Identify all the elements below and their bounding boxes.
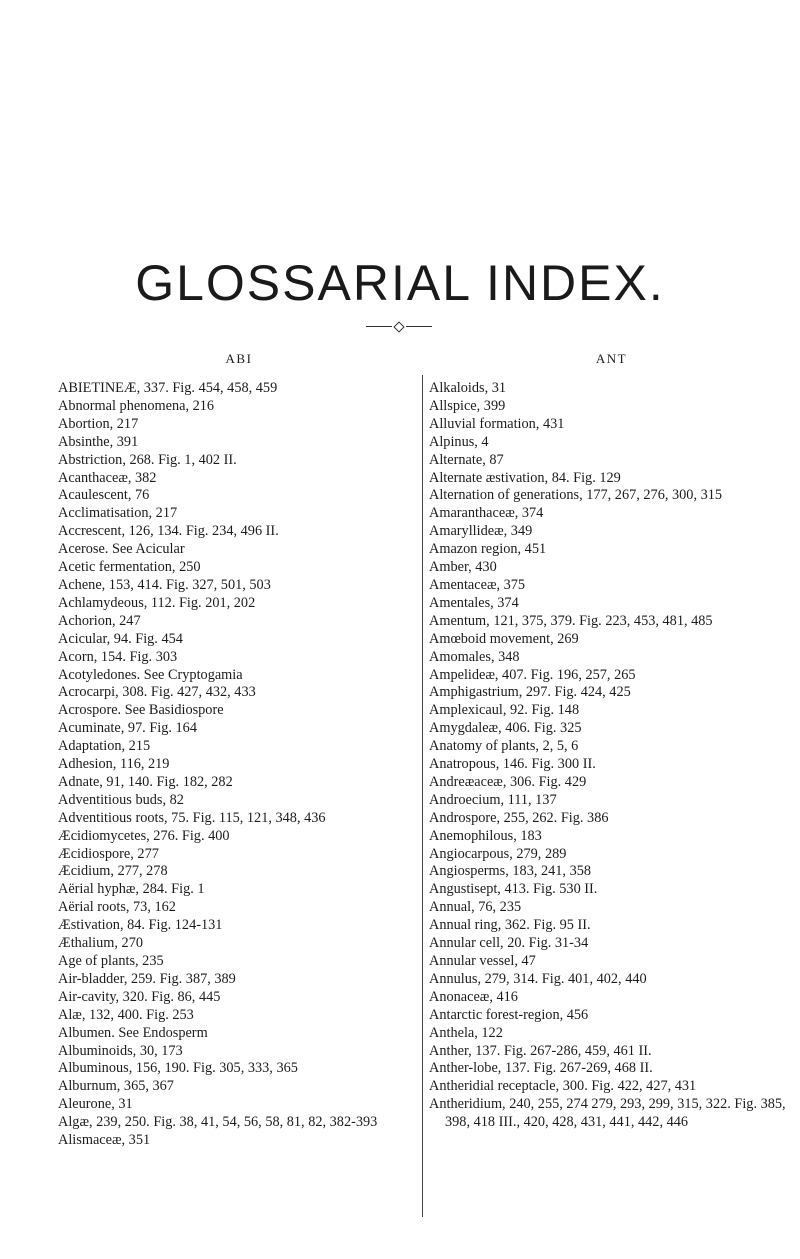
index-entry: Amœboid movement, 269 xyxy=(429,630,579,647)
ornament-line-right xyxy=(406,326,432,327)
index-entry: Adaptation, 215 xyxy=(58,738,151,755)
index-entry: Acerose. See Acicular xyxy=(58,541,185,558)
index-entry: Amplexicaul, 92. Fig. 148 xyxy=(429,702,580,719)
index-entry: Antheridium, 240, 255, 274 279, 293, 299, 315, 322. Fig. 385, 398, 418 III., 420, 428, 431, 441, 442, 446 xyxy=(429,1096,786,1131)
index-entry: Antarctic forest-region, 456 xyxy=(429,1006,589,1023)
index-entry: Antheridial receptacle, 300. Fig. 422, 427, 431 xyxy=(429,1078,697,1095)
index-entry: Acrospore. See Basidiospore xyxy=(58,702,224,719)
index-entry: Androspore, 255, 262. Fig. 386 xyxy=(429,809,609,826)
index-entry: Annual, 76, 235 xyxy=(429,899,522,916)
index-entry: Amaryllideæ, 349 xyxy=(429,523,533,540)
index-entry: Alternate æstivation, 84. Fig. 129 xyxy=(429,469,621,486)
index-entry: Anther-lobe, 137. Fig. 267-269, 468 II. xyxy=(429,1060,653,1077)
right-column-header: ANT xyxy=(595,351,628,366)
index-entry: Annual ring, 362. Fig. 95 II. xyxy=(429,917,591,934)
index-entry: Adventitious roots, 75. Fig. 115, 121, 348, 436 xyxy=(58,809,326,826)
index-entry: Achorion, 247 xyxy=(58,612,141,629)
index-entry: Alismaceæ, 351 xyxy=(58,1132,151,1149)
index-entry: Albumen. See Endosperm xyxy=(58,1024,208,1041)
index-entry: Amaranthaceæ, 374 xyxy=(429,505,544,522)
index-entry: Anatomy of plants, 2, 5, 6 xyxy=(429,738,579,755)
index-entry: Angiosperms, 183, 241, 358 xyxy=(429,863,592,880)
index-entry: Achene, 153, 414. Fig. 327, 501, 503 xyxy=(58,576,271,593)
index-entry: Absinthe, 391 xyxy=(58,433,139,450)
index-entry: Æcidium, 277, 278 xyxy=(58,863,168,880)
index-entry: Algæ, 239, 250. Fig. 38, 41, 54, 56, 58, 81, 82, 382-393 xyxy=(58,1114,378,1131)
index-entry: Amber, 430 xyxy=(429,559,497,576)
index-entry: Amphigastrium, 297. Fig. 424, 425 xyxy=(429,684,631,701)
index-entry: Alternate, 87 xyxy=(429,451,504,468)
right-column xyxy=(429,351,794,1132)
index-entry: Amazon region, 451 xyxy=(429,541,547,558)
index-entry: Amygdaleæ, 406. Fig. 325 xyxy=(429,720,582,737)
index-entry: Achlamydeous, 112. Fig. 201, 202 xyxy=(58,594,256,611)
ornament-diamond-icon xyxy=(393,321,404,332)
index-entry: Alpinus, 4 xyxy=(429,433,489,450)
right-entry-list xyxy=(429,380,794,1132)
index-entry: Amentum, 121, 375, 379. Fig. 223, 453, 481, 485 xyxy=(429,612,713,629)
index-entry: Accrescent, 126, 134. Fig. 234, 496 II. xyxy=(58,523,279,540)
index-entry: Anatropous, 146. Fig. 300 II. xyxy=(429,756,596,773)
index-entry: Andreæaceæ, 306. Fig. 429 xyxy=(429,773,587,790)
index-entry: Aërial hyphæ, 284. Fig. 1 xyxy=(58,881,205,898)
index-entry: Æstivation, 84. Fig. 124-131 xyxy=(58,917,223,934)
index-entry: Annular cell, 20. Fig. 31-34 xyxy=(429,935,589,952)
index-entry: Acuminate, 97. Fig. 164 xyxy=(58,720,197,737)
index-entry: Amomales, 348 xyxy=(429,648,520,665)
index-entry: ABIETINEÆ, 337. Fig. 454, 458, 459 xyxy=(58,380,278,396)
index-entry: Abnormal phenomena, 216 xyxy=(58,397,215,414)
index-entry: Acicular, 94. Fig. 454 xyxy=(58,630,183,647)
index-entry: Angiocarpous, 279, 289 xyxy=(429,845,567,862)
index-entry: Air-cavity, 320. Fig. 86, 445 xyxy=(58,988,221,1005)
index-entry: Alburnum, 365, 367 xyxy=(58,1078,174,1095)
index-entry: Æthalium, 270 xyxy=(58,935,143,952)
left-column-header: ABI xyxy=(225,351,253,366)
index-entry: Air-bladder, 259. Fig. 387, 389 xyxy=(58,970,236,987)
ornament-line-left xyxy=(366,326,392,327)
index-entry: Age of plants, 235 xyxy=(58,953,164,969)
index-entry: Acrocarpi, 308. Fig. 427, 432, 433 xyxy=(58,684,256,701)
index-entry: Anther, 137. Fig. 267-286, 459, 461 II. xyxy=(429,1042,652,1059)
index-entry: Alæ, 132, 400. Fig. 253 xyxy=(58,1006,194,1023)
index-entry: Albuminous, 156, 190. Fig. 305, 333, 365 xyxy=(58,1060,298,1077)
index-entry: Anonaceæ, 416 xyxy=(429,988,518,1005)
index-entry: Alkaloids, 31 xyxy=(429,380,507,396)
index-entry: Acotyledones. See Cryptogamia xyxy=(58,666,243,683)
index-entry: Acaulescent, 76 xyxy=(58,487,150,504)
index-entry: Adventitious buds, 82 xyxy=(58,791,184,808)
index-entry: Annulus, 279, 314. Fig. 401, 402, 440 xyxy=(429,970,647,987)
index-entry: Aleurone, 31 xyxy=(58,1096,133,1113)
index-entry: Acetic fermentation, 250 xyxy=(58,559,201,576)
index-entry: Acorn, 154. Fig. 303 xyxy=(58,648,178,665)
index-entry: Abortion, 217 xyxy=(58,415,139,432)
index-entry: Acclimatisation, 217 xyxy=(58,505,178,522)
column-divider xyxy=(422,375,423,1217)
index-entry: Angustisept, 413. Fig. 530 II. xyxy=(429,881,598,898)
index-entry: Anemophilous, 183 xyxy=(429,827,542,844)
index-entry: Annular vessel, 47 xyxy=(429,953,536,969)
index-entry: Anthela, 122 xyxy=(429,1024,503,1041)
index-entry: Abstriction, 268. Fig. 1, 402 II. xyxy=(58,451,237,468)
index-entry: Adnate, 91, 140. Fig. 182, 282 xyxy=(58,773,233,790)
index-entry: Adhesion, 116, 219 xyxy=(58,756,170,773)
index-entry: Alternation of generations, 177, 267, 276, 300, 315 xyxy=(429,487,723,504)
index-entry: Æcidiomycetes, 276. Fig. 400 xyxy=(58,827,230,844)
index-entry: Acanthaceæ, 382 xyxy=(58,469,157,486)
index-entry: Amentaceæ, 375 xyxy=(429,576,526,593)
ornament-rule xyxy=(366,322,432,332)
index-entry: Æcidiospore, 277 xyxy=(58,845,159,862)
index-entry: Amentales, 374 xyxy=(429,594,519,611)
index-entry: Alluvial formation, 431 xyxy=(429,415,565,432)
index-entry: Albuminoids, 30, 173 xyxy=(58,1042,183,1059)
index-entry: Androecium, 111, 137 xyxy=(429,791,557,808)
page-title: GLOSSARIAL INDEX. xyxy=(135,255,665,311)
left-column xyxy=(58,351,420,1150)
left-entry-list xyxy=(58,380,420,1150)
index-entry: Aërial roots, 73, 162 xyxy=(58,899,176,916)
index-entry: Ampelideæ, 407. Fig. 196, 257, 265 xyxy=(429,666,636,683)
index-entry: Allspice, 399 xyxy=(429,397,506,414)
